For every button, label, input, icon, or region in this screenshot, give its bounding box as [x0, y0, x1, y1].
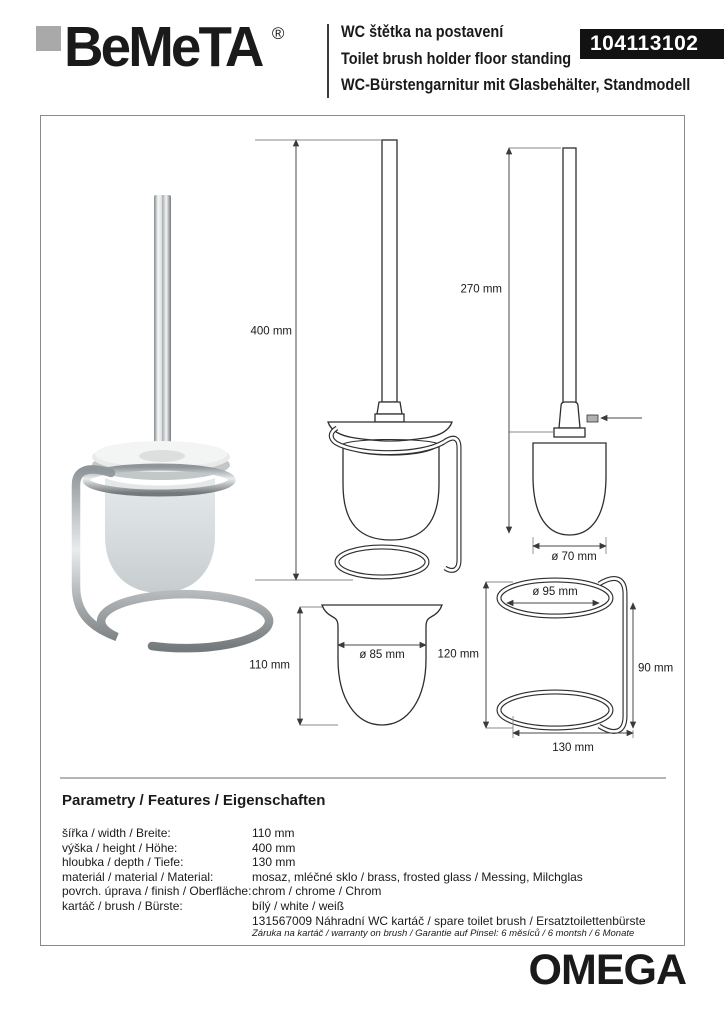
dimension-label-frame-bar-height: 90 mm: [638, 662, 674, 675]
dimension-label-cup-diameter: ø 85 mm: [359, 649, 405, 661]
param-row-brush: [62, 899, 670, 914]
param-label: výška / height / Höhe:: [62, 840, 178, 855]
param-row-height: [62, 841, 670, 856]
param-label: hloubka / depth / Tiefe:: [62, 855, 184, 870]
param-value: mosaz, mléčné sklo / brass, frosted glass / Messing, Milchglas: [252, 869, 583, 884]
param-value: 110 mm: [252, 826, 295, 840]
logo-square-icon: [36, 26, 61, 51]
dimension-label-brush-length: 270 mm: [460, 283, 502, 296]
param-value: 400 mm: [252, 840, 296, 855]
registered-trademark-icon: ®: [271, 24, 285, 43]
section-divider: [60, 777, 666, 779]
drawing-assembly-front: [255, 140, 459, 580]
param-value: chrom / chrome / Chrom: [252, 884, 382, 899]
drawing-cup: [300, 605, 442, 725]
spare-brush-note: 131567009 Náhradní WC kartáč / spare toilet brush / Ersatztoilettenbürste: [252, 913, 646, 928]
dimension-label-frame-height: 120 mm: [437, 648, 479, 661]
dimension-label-cup-height: 110 mm: [249, 659, 290, 672]
param-label: povrch. úprava / finish / Oberfläche:: [62, 884, 252, 899]
drawing-frame: [486, 579, 633, 738]
parameters-heading: Parametry / Features / Eigenschaften: [62, 792, 326, 809]
product-title-en: Toilet brush holder floor standing: [341, 48, 572, 68]
product-code: 104113102: [590, 32, 699, 55]
product-code-badge: [580, 29, 724, 59]
dimension-label-brush-diameter: ø 70 mm: [551, 551, 597, 563]
param-label: šířka / width / Breite:: [62, 826, 171, 840]
param-row-finish: [62, 884, 670, 899]
series-name: OMEGA: [528, 946, 686, 994]
dimension-label-frame-depth: 130 mm: [552, 742, 594, 754]
param-label: materiál / material / Material:: [62, 869, 214, 884]
product-title-de: WC-Bürstengarnitur mit Glasbehälter, Standmodell: [341, 75, 691, 94]
header-divider: [327, 24, 329, 98]
param-label: kartáč / brush / Bürste:: [62, 898, 183, 913]
dimension-label-assembly-height: 400 mm: [250, 325, 292, 338]
param-value: 130 mm: [252, 855, 296, 870]
brand-logo: [36, 15, 285, 79]
dimension-label-frame-ring-diameter: ø 95 mm: [532, 586, 578, 598]
product-photo: [76, 195, 269, 648]
drawing-panel: [40, 115, 685, 946]
param-row-width: [62, 826, 670, 841]
param-row-depth: [62, 855, 670, 870]
product-title-cs: WC štětka na postavení: [341, 22, 504, 41]
brand-name: BeMeTA: [64, 15, 262, 79]
param-row-material: [62, 870, 670, 885]
param-value: bílý / white / weiß: [252, 898, 345, 913]
technical-drawings: [41, 116, 684, 776]
drawing-brush-side: [509, 148, 642, 554]
parameters-section: [62, 792, 670, 940]
warranty-note: Záruka na kartáč / warranty on brush / Garantie auf Pinsel: 6 měsíců / 6 montsh / 6 Monate: [252, 928, 635, 940]
